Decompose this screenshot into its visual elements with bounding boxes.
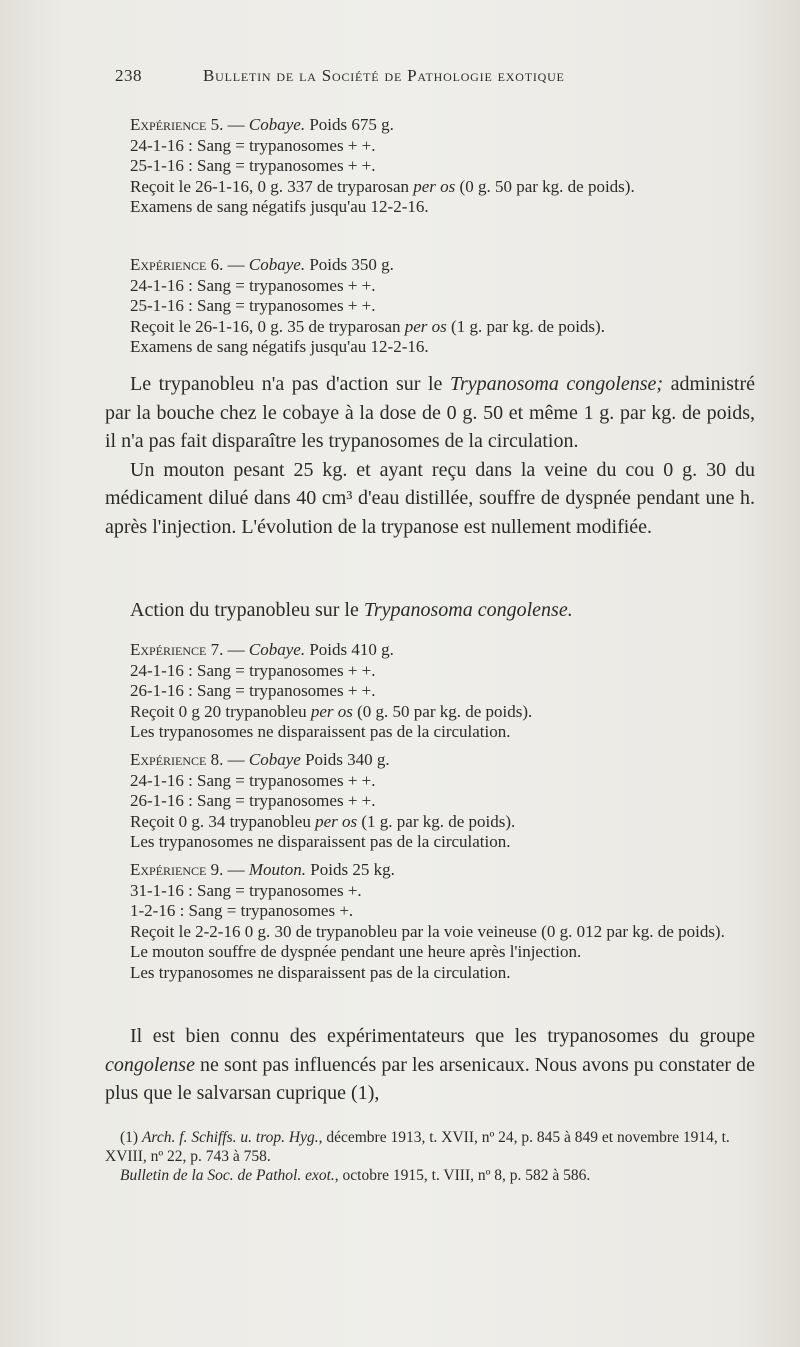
experiment-heading: Expérience 7. — Cobaye. Poids 410 g. bbox=[130, 640, 394, 659]
experiment-heading: Expérience 9. — Mouton. Poids 25 kg. bbox=[130, 860, 395, 879]
section-heading: Action du trypanobleu sur le Trypanosoma congolense. bbox=[130, 599, 573, 621]
page-number: 238 bbox=[115, 66, 142, 85]
observation-line: 24-1-16 : Sang = trypanosomes + +. bbox=[130, 770, 376, 790]
experiment-heading: Expérience 6. — Cobaye. Poids 350 g. bbox=[130, 255, 394, 274]
experiment-heading: Expérience 8. — Cobaye Poids 340 g. bbox=[130, 750, 390, 769]
experiment-5 bbox=[105, 115, 755, 218]
treatment-line: Reçoit 0 g 20 trypanobleu per os (0 g. 50 par kg. de poids). bbox=[130, 701, 533, 721]
journal-title: Bulletin de la Société de Pathologie exotique bbox=[203, 66, 565, 85]
experiment-7 bbox=[105, 640, 755, 743]
observation-line: 31-1-16 : Sang = trypanosomes +. bbox=[130, 880, 362, 900]
paragraph: Un mouton pesant 25 kg. et ayant reçu dans la veine du cou 0 g. 30 du médicament dilué dans 40 cm³ d'eau distillée, souffre de dyspnée pendant une h. après l'injection. L'évolution de la trypanose est nullement modifiée. bbox=[105, 458, 755, 538]
observation-line: 24-1-16 : Sang = trypanosomes + +. bbox=[130, 135, 376, 155]
result-line: Les trypanosomes ne disparaissent pas de la circulation. bbox=[130, 832, 511, 851]
experiment-9 bbox=[105, 860, 755, 983]
observation-line: 1-2-16 : Sang = trypanosomes +. bbox=[130, 901, 354, 920]
footnotes bbox=[105, 1128, 755, 1185]
footnote: Bulletin de la Soc. de Pathol. exot., octobre 1915, t. VIII, nº 8, p. 582 à 586. bbox=[120, 1167, 591, 1184]
result-line: Examens de sang négatifs jusqu'au 12-2-16. bbox=[130, 197, 429, 216]
running-header bbox=[115, 66, 660, 94]
body-paragraphs-2 bbox=[105, 1022, 755, 1108]
result-line: Examens de sang négatifs jusqu'au 12-2-16. bbox=[130, 337, 429, 356]
treatment-line: Reçoit 0 g. 34 trypanobleu per os (1 g. par kg. de poids). bbox=[130, 811, 516, 831]
experiment-8 bbox=[105, 750, 755, 853]
observation-line: 24-1-16 : Sang = trypanosomes + +. bbox=[130, 660, 376, 680]
treatment-line: Reçoit le 26-1-16, 0 g. 35 de tryparosan per os (1 g. par kg. de poids). bbox=[130, 316, 605, 336]
result-line: Les trypanosomes ne disparaissent pas de la circulation. bbox=[130, 962, 511, 982]
observation-line: 24-1-16 : Sang = trypanosomes + +. bbox=[130, 275, 376, 295]
result-line: Le mouton souffre de dyspnée pendant une heure après l'injection. bbox=[130, 942, 582, 961]
treatment-line: Reçoit le 2-2-16 0 g. 30 de trypanobleu par la voie veineuse (0 g. 012 par kg. de poids). bbox=[130, 921, 725, 941]
observation-line: 25-1-16 : Sang = trypanosomes + +. bbox=[130, 296, 376, 315]
observation-line: 26-1-16 : Sang = trypanosomes + +. bbox=[130, 791, 376, 810]
paragraph: Le trypanobleu n'a pas d'action sur le Trypanosoma congolense; administré par la bouche chez le cobaye à la dose de 0 g. 50 et même 1 g. par kg. de poids, il n'a pas fait disparaître les trypanosomes de la circulation. bbox=[105, 373, 756, 452]
treatment-line: Reçoit le 26-1-16, 0 g. 337 de tryparosan per os (0 g. 50 par kg. de poids). bbox=[130, 176, 635, 196]
body-paragraphs-1 bbox=[105, 370, 755, 541]
observation-line: 26-1-16 : Sang = trypanosomes + +. bbox=[130, 681, 376, 700]
result-line: Les trypanosomes ne disparaissent pas de la circulation. bbox=[130, 722, 511, 741]
footnote: (1) Arch. f. Schiffs. u. trop. Hyg., décembre 1913, t. XVII, nº 24, p. 845 à 849 et novembre 1914, t. XVIII, nº 22, p. 743 à 758. bbox=[105, 1129, 730, 1165]
observation-line: 25-1-16 : Sang = trypanosomes + +. bbox=[130, 156, 376, 175]
experiment-heading: Expérience 5. — Cobaye. Poids 675 g. bbox=[130, 115, 394, 134]
paragraph: Il est bien connu des expérimentateurs que les trypanosomes du groupe congolense ne sont pas influencés par les arsenicaux. Nous avons pu constater de plus que le salvarsan cuprique (1), bbox=[105, 1025, 755, 1104]
experiment-6 bbox=[105, 255, 755, 358]
